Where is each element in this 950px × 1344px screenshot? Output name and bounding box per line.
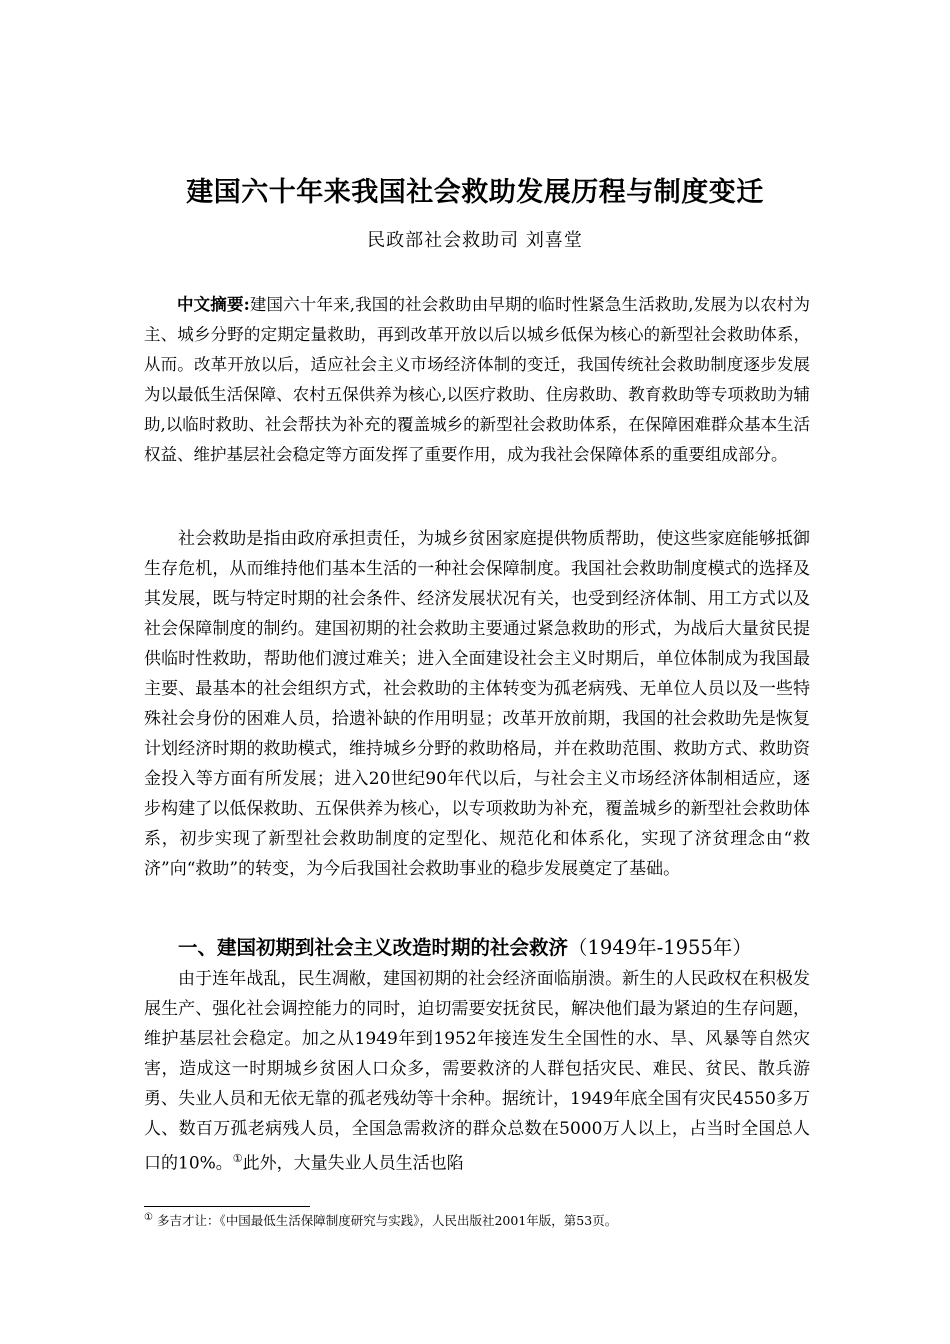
paper-title: 建国六十年来我国社会救助发展历程与制度变迁 bbox=[186, 177, 764, 208]
footnote-reference[interactable]: ① bbox=[232, 1152, 243, 1165]
footnote-mark: ① bbox=[144, 1211, 153, 1223]
section-paragraph bbox=[144, 964, 810, 1179]
footnote bbox=[144, 1211, 617, 1229]
author-line: 民政部社会救助司 刘喜堂 bbox=[367, 230, 583, 251]
abstract-label: 中文摘要: bbox=[177, 295, 250, 314]
section-heading bbox=[178, 932, 752, 960]
footnote-text: 多吉才让：《中国最低生活保障制度研究与实践》，人民出版社2001年版，第53页。 bbox=[156, 1213, 618, 1228]
footnote-divider bbox=[144, 1206, 310, 1207]
abstract-text: 建国六十年来,我国的社会救助由早期的临时性紧急生活救助,发展为以农村为主、城乡分野的定期定量救助，再到改革开放以后以城乡低保为核心的新型社会救助体系，从而。改革开放以后，适应社会主义市场经济体制的变迁，我国传统社会救助制度逐步发展为以最低生活保障、农村五保供养为核心,以医疗救助、住房救助、教育救助等专项救助为辅助,以临时救助、社会帮扶为补充的覆盖城乡的新型社会救助体系，在保障困难群众基本生活权益、维护基层社会稳定等方面发挥了重要作用，成为我社会保障体系的重要组成部分。 bbox=[144, 295, 810, 464]
section-heading-years: （1949年-1955年） bbox=[568, 936, 752, 959]
section-paragraph-text: 由于连年战乱，民生凋敝，建国初期的社会经济面临崩溃。新生的人民政权在积极发展生产、强化社会调控能力的同时，迫切需要安抚贫民，解决他们最为紧迫的生存问题，维护基层社会稳定。加之从1949年到1952年接连发生全国性的水、旱、风暴等自然灾害，造成这一时期城乡贫困人口众多，需要救济的人群包括灾民、难民、贫民、散兵游勇、失业人员和无依无靠的孤老残幼等十余种。据统计，1949年底全国有灾民4550多万人、数百万孤老病残人员，全国急需救济的群众总数在5000万人以上，占当时全国总人口的10%。 bbox=[144, 969, 810, 1174]
intro-paragraph: 社会救助是指由政府承担责任，为城乡贫困家庭提供物质帮助，使这些家庭能够抵御生存危机，从而维持他们基本生活的一种社会保障制度。我国社会救助制度模式的选择及其发展，既与特定时期的社会条件、经济发展状况有关，也受到经济体制、用工方式以及社会保障制度的制约。建国初期的社会救助主要通过紧急救助的形式，为战后大量贫民提供临时性救助，帮助他们渡过难关；进入全面建设社会主义时期后，单位体制成为我国最主要、最基本的社会组织方式，社会救助的主体转变为孤老病残、无单位人员以及一些特殊社会身份的困难人员，拾遗补缺的作用明显；改革开放前期，我国的社会救助先是恢复计划经济时期的救助模式，维持城乡分野的救助格局，并在救助范围、救助方式、救助资金投入等方面有所发展；进入20世纪90年代以后，与社会主义市场经济体制相适应，逐步构建了以低保救助、五保供养为核心，以专项救助为补充，覆盖城乡的新型社会救助体系，初步实现了新型社会救助制度的定型化、规范化和体系化，实现了济贫理念由“救济”向“救助”的转变，为今后我国社会救助事业的稳步发展奠定了基础。 bbox=[144, 529, 810, 879]
section-paragraph-tail: 此外，大量失业人员生活也陷 bbox=[242, 1153, 464, 1174]
abstract bbox=[144, 290, 810, 470]
section-heading-text: 一、建国初期到社会主义改造时期的社会救济 bbox=[178, 936, 569, 959]
